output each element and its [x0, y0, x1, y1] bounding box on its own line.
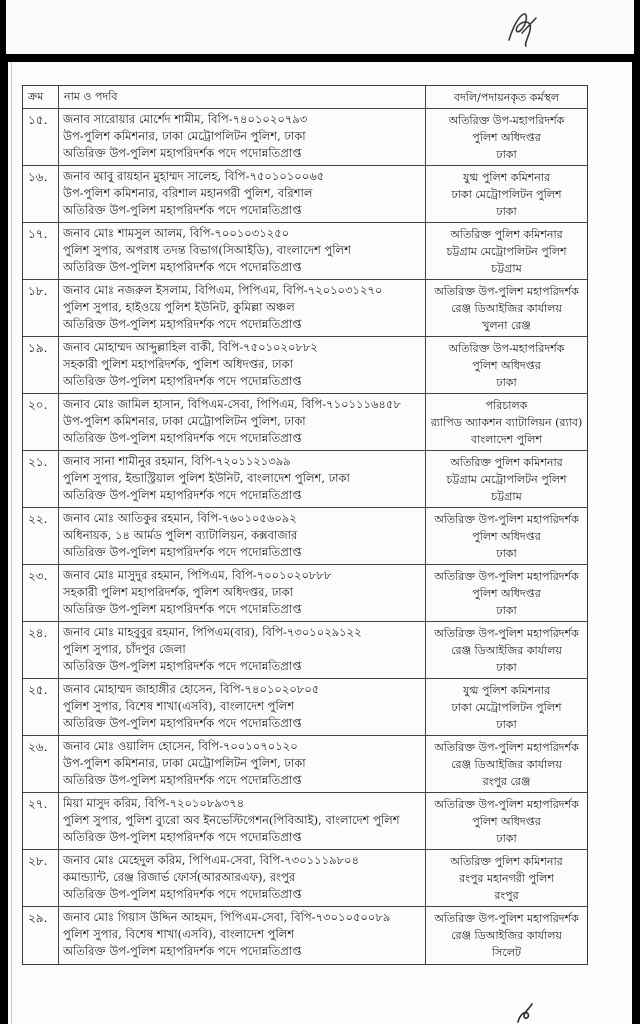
name-designation-cell [59, 793, 426, 849]
name-designation-cell [59, 166, 426, 222]
table-row [23, 679, 587, 736]
name-designation-line: অধিনায়ক, ১৪ আর্মড পুলিশ ব্যাটালিয়ন, কক্সবাজার [63, 528, 298, 542]
name-designation-line: জনাব মোহাম্মদ জাহাঙ্গীর হোসেন, বিপি-৭৪০১০২০৮০৫ [63, 682, 320, 696]
posting-line: অতিরিক্ত উপ-পুলিশ মহাপরিদর্শক [434, 912, 579, 925]
posting-line: অতিরিক্ত উপ-পুলিশ মহাপরিদর্শক [434, 798, 579, 811]
name-designation-line: অতিরিক্ত উপ-পুলিশ মহাপরিদর্শক পদে পদোন্নতিপ্রাপ্ত [63, 830, 302, 844]
name-designation-line: উপ-পুলিশ কমিশনার, ঢাকা মেট্রোপলিটন পুলিশ, ঢাকা [63, 756, 306, 770]
table-row [23, 280, 587, 337]
page-corner-mark [508, 1002, 538, 1024]
table-row [23, 622, 587, 679]
name-designation-line: উপ-পুলিশ কমিশনার, ঢাকা মেট্রোপলিটন পুলিশ, ঢাকা [63, 129, 306, 143]
table-row [23, 394, 587, 451]
posting-line: রেঞ্জ ডিআইজির কার্যালয় [451, 929, 562, 942]
name-designation-cell [59, 907, 426, 964]
name-designation-line: অতিরিক্ত উপ-পুলিশ মহাপরিদর্শক পদে পদোন্নতিপ্রাপ্ত [63, 488, 302, 502]
posting-line: যুগ্ম পুলিশ কমিশনার [462, 171, 551, 184]
posting-cell [426, 679, 587, 735]
name-designation-line: অতিরিক্ত উপ-পুলিশ মহাপরিদর্শক পদে পদোন্নতিপ্রাপ্ত [63, 659, 302, 673]
serial-number: ২৫. [23, 679, 59, 735]
table-row [23, 451, 587, 508]
name-designation-line: পুলিশ সুপার, অপরাধ তদন্ত বিভাগ(সিআইডি), বাংলাদেশ পুলিশ [63, 243, 351, 257]
posting-line: রেঞ্জ ডিআইজির কার্যালয় [451, 758, 562, 771]
header-posting: বদলি/পদায়নকৃত কর্মস্থল [453, 91, 560, 104]
header-name: নাম ও পদবি [59, 86, 426, 108]
posting-line: অতিরিক্ত পুলিশ কমিশনার [450, 228, 563, 241]
serial-number: ১৬. [23, 166, 59, 222]
table-header-row [23, 86, 587, 109]
posting-cell [426, 850, 587, 906]
name-designation-line: অতিরিক্ত উপ-পুলিশ মহাপরিদর্শক পদে পদোন্নতিপ্রাপ্ত [63, 431, 302, 445]
posting-line: ঢাকা [496, 547, 517, 560]
posting-line: রংপুর রেঞ্জ [482, 775, 531, 788]
name-designation-line: অতিরিক্ত উপ-পুলিশ মহাপরিদর্শক পদে পদোন্নতিপ্রাপ্ত [63, 602, 302, 616]
posting-line: রেঞ্জ ডিআইজির কার্যালয় [451, 302, 562, 315]
serial-number: ২৯. [23, 907, 59, 964]
name-designation-line: অতিরিক্ত উপ-পুলিশ মহাপরিদর্শক পদে পদোন্নতিপ্রাপ্ত [63, 317, 302, 331]
name-designation-line: পুলিশ সুপার, হাইওয়ে পুলিশ ইউনিট, কুমিল্লা অঞ্চল [63, 300, 295, 314]
name-designation-cell [59, 223, 426, 279]
posting-cell [426, 736, 587, 792]
posting-line: অতিরিক্ত উপ-পুলিশ মহাপরিদর্শক [434, 285, 579, 298]
name-designation-line: পুলিশ সুপার, পুলিশ ব্যুরো অব ইনভেস্টিগেশন(পিবিআই), বাংলাদেশ পুলিশ [63, 813, 400, 827]
posting-line: পুলিশ অধিদপ্তর [472, 530, 541, 543]
name-designation-line: জনাব মোঃ মেহেদুল করিম, পিপিএম-সেবা, বিপি-৭৩০১১১৯৮০৪ [63, 853, 359, 867]
posting-line: রংপুর [494, 889, 519, 902]
signature-mark [6, 0, 634, 54]
name-designation-line: জনাব মোঃ ওয়ালিদ হোসেন, বিপি-৭০০১০৭০১২০ [63, 739, 298, 753]
posting-line: পুলিশ অধিদপ্তর [472, 359, 541, 372]
name-designation-line: অতিরিক্ত উপ-পুলিশ মহাপরিদর্শক পদে পদোন্নতিপ্রাপ্ত [63, 146, 302, 160]
posting-line: ঢাকা [496, 604, 517, 617]
name-designation-line: অতিরিক্ত উপ-পুলিশ মহাপরিদর্শক পদে পদোন্নতিপ্রাপ্ত [63, 260, 302, 274]
posting-line: পুলিশ অধিদপ্তর [472, 815, 541, 828]
name-designation-line: জনাব মোঃ আতিকুর রহমান, বিপি-৭৬০১০৫৬০৯২ [63, 511, 297, 525]
serial-number: ২৭. [23, 793, 59, 849]
name-designation-line: উপ-পুলিশ কমিশনার, ঢাকা মেট্রোপলিটন পুলিশ, ঢাকা [63, 414, 306, 428]
posting-line: অতিরিক্ত উপ-পুলিশ মহাপরিদর্শক [434, 570, 579, 583]
name-designation-line: অতিরিক্ত উপ-পুলিশ মহাপরিদর্শক পদে পদোন্নতিপ্রাপ্ত [63, 773, 302, 787]
previous-page-strip [6, 0, 634, 54]
name-designation-line: পুলিশ সুপার, ইন্ডাস্ট্রিয়াল পুলিশ ইউনিট, বাংলাদেশ পুলিশ, ঢাকা [63, 471, 350, 485]
posting-line: ঢাকা [496, 148, 517, 161]
table-row [23, 337, 587, 394]
name-designation-line: সহকারী পুলিশ মহাপরিদর্শক, পুলিশ অধিদপ্তর, ঢাকা [63, 357, 293, 371]
table-row [23, 907, 587, 964]
posting-cell [426, 622, 587, 678]
posting-line: ঢাকা [496, 832, 517, 845]
posting-line: চট্টগ্রাম [491, 262, 522, 275]
posting-line: পরিচালক [485, 399, 528, 412]
name-designation-line: সহকারী পুলিশ মহাপরিদর্শক, পুলিশ অধিদপ্তর, ঢাকা [63, 585, 293, 599]
name-designation-line: মিয়া মাসুদ করিম, বিপি-৭২০১০৮৯৩৭৪ [63, 796, 245, 810]
posting-line: চট্টগ্রাম মেট্রোপলিটন পুলিশ [446, 473, 567, 486]
posting-line: অতিরিক্ত উপ-মহাপরিদর্শক [448, 114, 565, 127]
serial-number: ১৭. [23, 223, 59, 279]
name-designation-cell [59, 451, 426, 507]
posting-cell [426, 223, 587, 279]
serial-number: ২০. [23, 394, 59, 450]
name-designation-line: জনাব সারোয়ার মোর্শেদ শামীম, বিপি-৭৪০১০২০৭৯৩ [63, 112, 308, 126]
serial-number: ২২. [23, 508, 59, 564]
serial-number: ১৯. [23, 337, 59, 393]
name-designation-cell [59, 679, 426, 735]
posting-line: ঢাকা [496, 205, 517, 218]
name-designation-cell [59, 622, 426, 678]
posting-line: খুলনা রেঞ্জ [482, 319, 531, 332]
name-designation-line: জনাব মোঃ জামিল হাসান, বিপিএম-সেবা, পিপিএম, বিপি-৭১০১১১৬৪৫৮ [63, 397, 401, 411]
serial-number: ২৩. [23, 565, 59, 621]
document-page [8, 62, 632, 1024]
name-designation-line: পুলিশ সুপার, চাঁদপুর জেলা [63, 642, 186, 656]
name-designation-line: উপ-পুলিশ কমিশনার, বরিশাল মহানগরী পুলিশ, বরিশাল [63, 186, 313, 200]
posting-cell [426, 793, 587, 849]
name-designation-cell [59, 394, 426, 450]
name-designation-line: অতিরিক্ত উপ-পুলিশ মহাপরিদর্শক পদে পদোন্নতিপ্রাপ্ত [63, 374, 302, 388]
table-row [23, 793, 587, 850]
serial-number: ১৫. [23, 109, 59, 165]
posting-line: পুলিশ অধিদপ্তর [472, 131, 541, 144]
table-row [23, 508, 587, 565]
posting-line: অতিরিক্ত উপ-পুলিশ মহাপরিদর্শক [434, 741, 579, 754]
posting-cell [426, 109, 587, 165]
table-row [23, 565, 587, 622]
name-designation-line: কমান্ড্যান্ট, রেঞ্জ রিজার্ভ ফোর্স(আরআরএফ), রংপুর [63, 870, 296, 884]
posting-cell [426, 565, 587, 621]
table-row [23, 736, 587, 793]
table-row [23, 166, 587, 223]
posting-line: অতিরিক্ত উপ-মহাপরিদর্শক [448, 342, 565, 355]
posting-line: ঢাকা মেট্রোপলিটন পুলিশ [451, 188, 562, 201]
posting-cell [426, 508, 587, 564]
name-designation-cell [59, 565, 426, 621]
serial-number: ২৪. [23, 622, 59, 678]
table-row [23, 223, 587, 280]
posting-line: ঢাকা মেট্রোপলিটন পুলিশ [451, 701, 562, 714]
posting-line: র‍্যাপিড অ্যাকশন ব্যাটালিয়ন (র‍্যাব) [430, 416, 583, 429]
name-designation-line: জনাব মোঃ মাসুদুর রহমান, পিপিএম, বিপি-৭০০১০২০৮৮৮ [63, 568, 332, 582]
posting-cell [426, 166, 587, 222]
name-designation-cell [59, 280, 426, 336]
header-serial: ক্রম [23, 86, 59, 108]
name-designation-line: অতিরিক্ত উপ-পুলিশ মহাপরিদর্শক পদে পদোন্নতিপ্রাপ্ত [63, 203, 302, 217]
name-designation-line: অতিরিক্ত উপ-পুলিশ মহাপরিদর্শক পদে পদোন্নতিপ্রাপ্ত [63, 944, 302, 958]
posting-line: চট্টগ্রাম মেট্রোপলিটন পুলিশ [446, 245, 567, 258]
table-row [23, 850, 587, 907]
serial-number: ১৮. [23, 280, 59, 336]
name-designation-cell [59, 850, 426, 906]
name-designation-line: অতিরিক্ত উপ-পুলিশ মহাপরিদর্শক পদে পদোন্নতিপ্রাপ্ত [63, 716, 302, 730]
posting-line: অতিরিক্ত পুলিশ কমিশনার [450, 855, 563, 868]
name-designation-cell [59, 109, 426, 165]
name-designation-cell [59, 736, 426, 792]
posting-cell [426, 394, 587, 450]
posting-cell [426, 280, 587, 336]
posting-line: সিলেট [491, 946, 522, 959]
name-designation-cell [59, 337, 426, 393]
name-designation-line: জনাব সানা শামীনুর রহমান, বিপি-৭২০১১২১৩৯৯ [63, 454, 291, 468]
posting-cell [426, 907, 587, 964]
name-designation-line: জনাব মোঃ গিয়াস উদ্দিন আহমদ, পিপিএম-সেবা, বিপি-৭৩০১০৫০০৮৯ [63, 910, 391, 924]
posting-line: চট্টগ্রাম [491, 490, 522, 503]
posting-line: অতিরিক্ত পুলিশ কমিশনার [450, 456, 563, 469]
posting-line: ঢাকা [496, 718, 517, 731]
posting-line: ঢাকা [496, 661, 517, 674]
name-designation-cell [59, 508, 426, 564]
name-designation-line: জনাব মোঃ শামসুল আলম, বিপি-৭০০১০৩১২৫০ [63, 226, 290, 240]
posting-line: যুগ্ম পুলিশ কমিশনার [462, 684, 551, 697]
name-designation-line: পুলিশ সুপার, বিশেষ শাখা(এসবি), বাংলাদেশ পুলিশ [63, 699, 295, 713]
table-row [23, 109, 587, 166]
posting-line: অতিরিক্ত উপ-পুলিশ মহাপরিদর্শক [434, 513, 579, 526]
posting-cell [426, 451, 587, 507]
posting-line: ঢাকা [496, 376, 517, 389]
transfer-table [22, 85, 588, 965]
name-designation-line: জনাব মোঃ নজরুল ইসলাম, বিপিএম, পিপিএম, বিপি-৭২০১০৩১২৭০ [63, 283, 383, 297]
serial-number: ২১. [23, 451, 59, 507]
posting-line: অতিরিক্ত উপ-পুলিশ মহাপরিদর্শক [434, 627, 579, 640]
posting-line: রংপুর মহানগরী পুলিশ [459, 872, 554, 885]
name-designation-line: জনাব মোহাম্মদ আব্দুল্লাহিল বাকী, বিপি-৭৫০১০২০৮৮২ [63, 340, 318, 354]
serial-number: ২৮. [23, 850, 59, 906]
serial-number: ২৬. [23, 736, 59, 792]
name-designation-line: পুলিশ সুপার, বিশেষ শাখা(এসবি), বাংলাদেশ পুলিশ [63, 927, 295, 941]
posting-cell [426, 337, 587, 393]
name-designation-line: জনাব আবু রায়হান মুহাম্মদ সালেহ, বিপি-৭৫০১০১০০৬৫ [63, 169, 325, 183]
name-designation-line: অতিরিক্ত উপ-পুলিশ মহাপরিদর্শক পদে পদোন্নতিপ্রাপ্ত [63, 545, 302, 559]
posting-line: পুলিশ অধিদপ্তর [472, 587, 541, 600]
posting-line: রেঞ্জ ডিআইজির কার্যালয় [451, 644, 562, 657]
posting-line: বাংলাদেশ পুলিশ [471, 433, 542, 446]
name-designation-line: অতিরিক্ত উপ-পুলিশ মহাপরিদর্শক পদে পদোন্নতিপ্রাপ্ত [63, 887, 302, 901]
page-edge-line [11, 62, 12, 1024]
name-designation-line: জনাব মোঃ মাহবুবুর রহমান, পিপিএম(বার), বিপি-৭৩০১০২৯১২২ [63, 625, 362, 639]
